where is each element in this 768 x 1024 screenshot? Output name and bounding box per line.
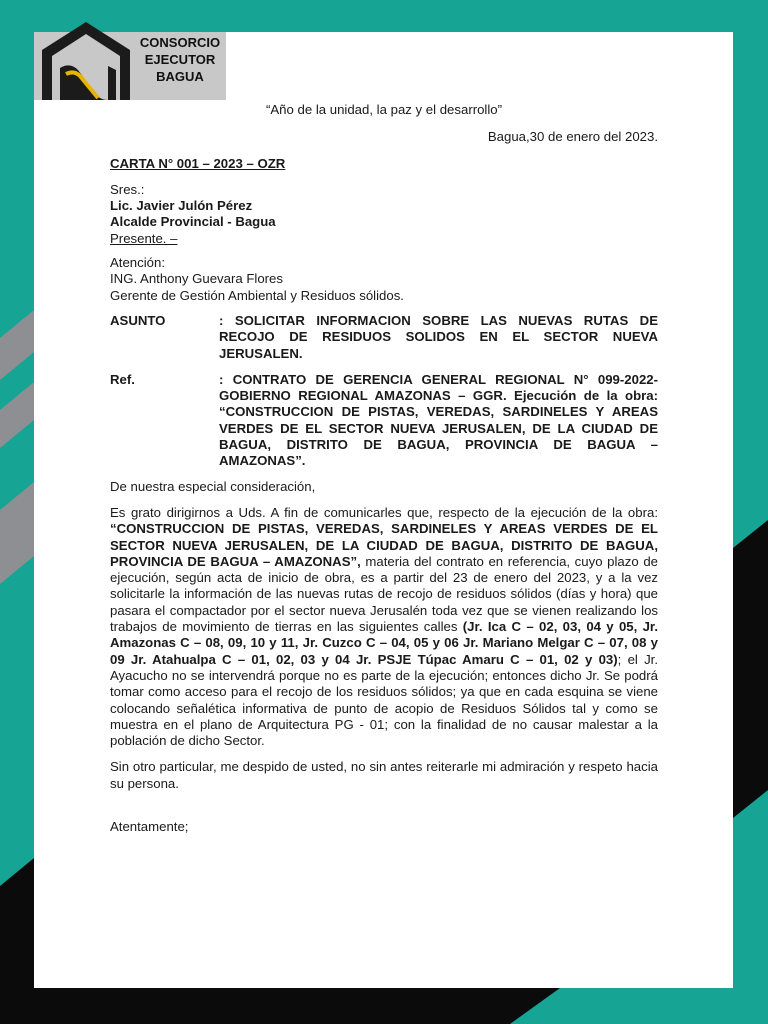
year-motto: “Año de la unidad, la paz y el desarrollo” bbox=[265, 102, 503, 117]
recipient-name: Lic. Javier Julón Pérez bbox=[110, 198, 253, 214]
body-text-2: materia del contrato en referencia, cuyo plazo de ejecución, según acta de inicio de obra, es a partir del 23 de enero del 2023, y a la vez solicitarle la información de las nuevas rutas de recojo de residuos sólidos (días y hora) que pasara el compactador por el sector nueva Jerusalén toda vez que se vienen realizando los trabajos de movimiento de tierras en las siguientes calles bbox=[110, 553, 658, 635]
subject-text: : SOLICITAR INFORMACION SOBRE LAS NUEVAS RUTAS DE RECOJO DE RESIDUOS SOLIDOS EN EL SECTOR NUEVA JERUSALEN. bbox=[219, 312, 658, 361]
signoff: Atentamente; bbox=[110, 818, 189, 834]
body-street-list: (Jr. Ica C – 02, 03, 04 y 05, Jr. Amazonas C – 08, 09, 10 y 11, Jr. Cuzco C – 04, 05 y 06 Jr. Mariano Melgar C – 07, 08 y 09 Jr. Atahualpa C – 01, 02, 03 y 04 Jr. PSJE Túpac Amaru C – 01, 02 y 03) bbox=[110, 619, 658, 667]
letter-content bbox=[110, 102, 658, 835]
attention-name: ING. Anthony Guevara Flores bbox=[110, 271, 283, 287]
body-text-1: Es grato dirigirnos a Uds. A fin de comunicarles que, respecto de la ejecución de la obra: bbox=[110, 504, 658, 520]
reference-text: : CONTRATO DE GERENCIA GENERAL REGIONAL N° 099-2022-GOBIERNO REGIONAL AMAZONAS – GGR. Ejecución de la obra: “CONSTRUCCION DE PISTAS, VEREDAS, SARDINELES Y AREAS VERDES DE EL SECTOR NUEVA JERUSALEN, DE LA CIUDAD DE BAGUA, DISTRITO DE BAGUA, PROVINCIA DE BAGUA – AMAZONAS”. bbox=[219, 371, 658, 469]
greeting: De nuestra especial consideración, bbox=[110, 478, 316, 494]
closing-paragraph: Sin otro particular, me despido de usted, no sin antes reiterarle mi admiración y respeto hacia su persona. bbox=[110, 759, 658, 791]
body-paragraph bbox=[110, 505, 658, 749]
road-house-icon bbox=[38, 18, 134, 102]
body-text-3: ; el Jr. Ayacucho no se intervendrá porque no es parte de la ejecución; entonces dicho Jr. Se podrá tomar como acceso para el recojo de los residuos sólidos; ya que en cada esquina se viene colocando señalética informativa de punto de acopio de Residuos Sólidos tal y como se muestra en el plano de Arquitectura PG - 01; con la finalidad de no causar malestar a la población de dicho Sector. bbox=[110, 651, 658, 749]
letter-number: CARTA N° 001 – 2023 – OZR bbox=[110, 155, 286, 171]
salutation: Sres.: bbox=[110, 181, 145, 197]
logo-company-name bbox=[132, 34, 228, 85]
recipient-title: Alcalde Provincial - Bagua bbox=[110, 214, 276, 230]
reference-row bbox=[110, 372, 658, 470]
reference-label: Ref. bbox=[110, 371, 135, 387]
company-logo bbox=[34, 32, 226, 100]
subject-label: ASUNTO bbox=[110, 312, 166, 328]
attention-title: Gerente de Gestión Ambiental y Residuos sólidos. bbox=[110, 287, 404, 303]
place-date: Bagua,30 de enero del 2023. bbox=[487, 129, 658, 145]
presente-line: Presente. – bbox=[110, 230, 178, 246]
logo-line-1: CONSORCIO bbox=[139, 35, 221, 50]
logo-line-3: BAGUA bbox=[156, 69, 204, 84]
attention-label: Atención: bbox=[110, 255, 165, 271]
subject-row bbox=[110, 313, 658, 362]
body-project-name: “CONSTRUCCION DE PISTAS, VEREDAS, SARDINELES Y AREAS VERDES DE EL SECTOR NUEVA JERUSALEN, DE LA CIUDAD DE BAGUA, DISTRITO DE BAGUA, PROVINCIA DE BAGUA – AMAZONAS”, bbox=[110, 521, 658, 569]
logo-line-2: EJECUTOR bbox=[144, 52, 216, 67]
